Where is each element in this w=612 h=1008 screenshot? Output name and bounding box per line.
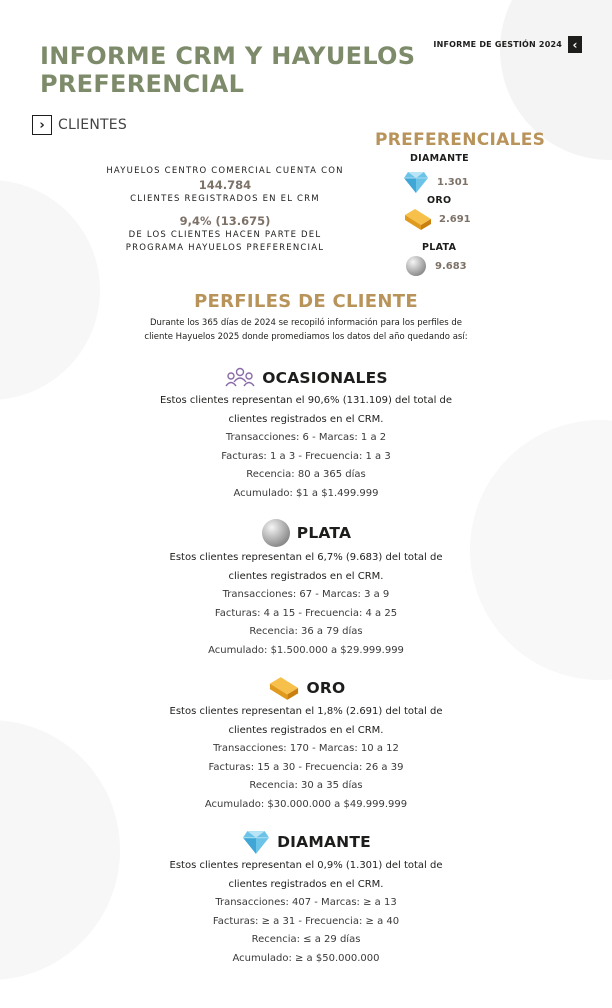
profile-stat-recencia: Recencia: 80 a 365 días (246, 469, 366, 480)
profile-name: OCASIONALES (262, 369, 388, 387)
profile-plata (100, 518, 512, 660)
tier-value: 2.691 (439, 213, 471, 225)
profile-stat-recencia: Recencia: 30 a 35 días (249, 780, 363, 791)
preferenciales-panel (375, 130, 546, 150)
profile-stat-facturas: Facturas: 4 a 15 - Frecuencia: 4 a 25 (214, 607, 398, 619)
profile-oro (100, 674, 512, 814)
tier-name: ORO (427, 195, 452, 206)
intro-line-1: Durante los 365 días de 2024 se recopiló información para los perfiles de (149, 318, 463, 328)
section-label: CLIENTES (58, 117, 127, 133)
preferencial-percent: 9,4% (13.675) (179, 214, 271, 228)
gold-bar-icon (403, 207, 433, 231)
diamond-icon (403, 170, 429, 194)
tier-diamante-value-row (403, 170, 469, 194)
profile-desc-2: clientes registrados en el CRM. (228, 725, 384, 736)
title-line-2: PREFERENCIAL (40, 70, 245, 98)
chevron-left-icon: ‹ (572, 37, 578, 52)
gold-bar-icon (267, 675, 301, 701)
perfiles-intro (120, 316, 492, 344)
profile-stat-facturas: Facturas: 15 a 30 - Frecuencia: 26 a 39 (208, 761, 404, 773)
profile-name: DIAMANTE (277, 833, 371, 851)
profile-stat-recencia: Recencia: 36 a 79 días (249, 626, 363, 637)
silver-coin-icon (261, 518, 291, 548)
profile-stat-acumulado: Acumulado: $30.000.000 a $49.999.999 (204, 798, 408, 810)
profile-stat-recencia: Recencia: ≤ a 29 días (251, 934, 361, 945)
report-label: INFORME DE GESTIÓN 2024 (433, 40, 562, 49)
profile-desc-1: Estos clientes representan el 90,6% (131.109) del total de (159, 395, 453, 406)
profile-desc-1: Estos clientes representan el 1,8% (2.691) del total de (169, 706, 443, 717)
preferenciales-title: PREFERENCIALES (375, 130, 546, 150)
profile-stat-transacciones: Transacciones: 6 - Marcas: 1 a 2 (225, 432, 387, 443)
tier-plata (422, 242, 456, 253)
profile-stat-transacciones: Transacciones: 170 - Marcas: 10 a 12 (213, 743, 399, 754)
perfiles-title: PERFILES DE CLIENTE (194, 291, 418, 312)
summary-line-2: CLIENTES REGISTRADOS EN EL CRM (130, 194, 320, 204)
tier-name: PLATA (422, 242, 457, 253)
tier-plata-value-row (405, 255, 467, 277)
profile-stat-acumulado: Acumulado: $1 a $1.499.999 (233, 487, 379, 499)
profile-desc-2: clientes registrados en el CRM. (228, 571, 384, 582)
profile-stat-acumulado: Acumulado: ≥ a $50.000.000 (232, 952, 380, 964)
tier-oro-value-row (403, 207, 471, 231)
crm-summary (90, 165, 360, 255)
section-heading-clientes (32, 115, 127, 135)
summary-line-3: DE LOS CLIENTES HACEN PARTE DEL (128, 230, 322, 240)
diamond-icon (241, 829, 271, 855)
registered-count: 144.784 (198, 178, 252, 192)
people-group-icon (224, 366, 256, 390)
profile-stat-transacciones: Transacciones: 407 - Marcas: ≥ a 13 (215, 897, 397, 908)
tier-value: 9.683 (435, 260, 467, 272)
profile-stat-transacciones: Transacciones: 67 - Marcas: 3 a 9 (222, 589, 390, 600)
page-title (40, 42, 440, 98)
silver-coin-icon (405, 255, 427, 277)
tier-diamante (408, 153, 469, 164)
profile-stat-acumulado: Acumulado: $1.500.000 a $29.999.999 (208, 644, 404, 656)
profile-desc-1: Estos clientes representan el 6,7% (9.683) del total de (169, 552, 443, 563)
profile-stat-facturas: Facturas: 1 a 3 - Frecuencia: 1 a 3 (221, 450, 391, 462)
profile-desc-2: clientes registrados en el CRM. (228, 879, 384, 890)
profile-ocasionales (100, 365, 512, 503)
tier-value: 1.301 (437, 176, 469, 188)
tier-oro (427, 195, 451, 206)
intro-line-2: cliente Hayuelos 2025 donde promediamos los datos del año quedando así: (144, 332, 468, 342)
profile-name: PLATA (296, 524, 352, 542)
profile-desc-1: Estos clientes representan el 0,9% (1.301) del total de (169, 860, 443, 871)
profile-name: ORO (306, 679, 346, 697)
summary-line-4: PROGRAMA HAYUELOS PREFERENCIAL (125, 243, 325, 253)
profile-diamante (100, 828, 512, 968)
profile-desc-2: clientes registrados en el CRM. (228, 414, 384, 425)
profile-stat-facturas: Facturas: ≥ a 31 - Frecuencia: ≥ a 40 (212, 915, 400, 927)
summary-line-1: HAYUELOS CENTRO COMERCIAL CUENTA CON (106, 166, 344, 176)
chevron-right-icon: › (32, 115, 52, 135)
back-button[interactable] (568, 36, 582, 53)
top-bar (433, 36, 582, 53)
title-line-1: INFORME CRM Y HAYUELOS (40, 42, 416, 70)
tier-name: DIAMANTE (410, 153, 469, 164)
